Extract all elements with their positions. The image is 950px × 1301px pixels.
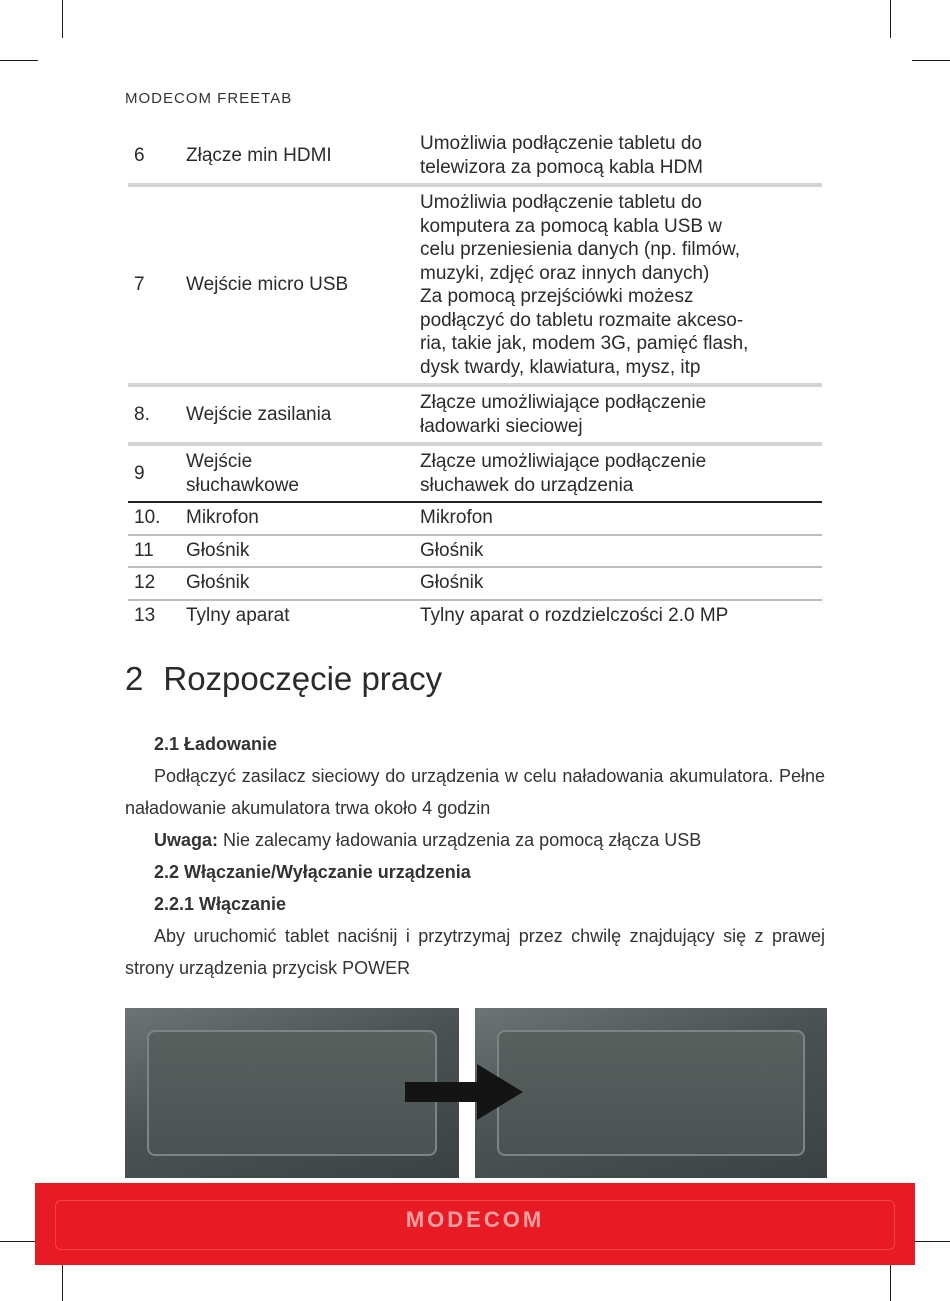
table-row — [128, 185, 822, 385]
row-name: Złącze min HDMI — [186, 144, 332, 166]
note-label: Uwaga: — [154, 830, 219, 850]
body-text — [125, 728, 825, 984]
note-text: Nie zalecamy ładowania urządzenia za pomocą złącza USB — [218, 830, 702, 850]
row-number: 13 — [134, 604, 156, 626]
row-name: Wejście zasilania — [186, 403, 332, 425]
tablet-photo-right — [475, 1008, 827, 1178]
crop-mark — [912, 60, 950, 61]
spec-table — [128, 128, 822, 631]
note — [125, 824, 825, 856]
chapter-number: 2 — [125, 660, 144, 697]
crop-mark — [0, 60, 38, 61]
row-description: Złącze umożliwiające podłączenie słuchawek do urządzenia — [420, 451, 707, 496]
row-description: Umożliwia podłączenie tabletu do komputera za pomocą kabla USB w celu przeniesienia danych (np. filmów, muzyki, zdjęć oraz innych danych) Za pomocą przejściówki możesz podłączyć do tabletu rozmaite akceso- ria, takie jak, modem 3G, pamięć flash, dysk twardy, klawiatura, mysz, itp — [420, 192, 749, 378]
tablet-screen — [497, 1030, 805, 1156]
subsection-heading: 2.2.1 Włączanie — [154, 894, 287, 914]
table-row — [128, 385, 822, 444]
crop-mark — [890, 0, 891, 38]
section-heading: 2.1 Ładowanie — [154, 734, 278, 754]
row-name: Wejście micro USB — [186, 274, 349, 296]
row-number: 8. — [134, 403, 150, 425]
row-number: 7 — [134, 274, 145, 296]
crop-mark — [890, 1262, 891, 1301]
row-number: 6 — [134, 144, 145, 166]
page-header: MODECOM FREETAB — [125, 90, 293, 107]
row-description: Umożliwia podłączenie tabletu do telewizora za pomocą kabla HDM — [420, 133, 704, 178]
row-number: 12 — [134, 572, 156, 593]
footer-brand: MODECOM — [405, 1207, 545, 1232]
table-row — [128, 535, 822, 568]
table-row — [128, 600, 822, 632]
paragraph: Aby uruchomić tablet naciśnij i przytrzymaj przez chwilę znajdujący się z prawej strony urządzenia przycisk POWER — [125, 926, 825, 978]
row-name: Tylny aparat — [186, 604, 290, 626]
arrow-right-icon — [405, 1062, 525, 1122]
row-description: Mikrofon — [420, 507, 493, 528]
table-row — [128, 502, 822, 535]
crop-mark — [0, 1241, 38, 1242]
crop-mark — [912, 1241, 950, 1242]
row-name: Głośnik — [186, 539, 250, 561]
row-name: Mikrofon — [186, 507, 259, 528]
tablet-screen — [147, 1030, 437, 1156]
row-number: 11 — [134, 539, 154, 561]
paragraph: Podłączyć zasilacz sieciowy do urządzenia w celu naładowania akumulatora. Pełne naładowanie akumulatora trwa około 4 godzin — [125, 766, 825, 818]
table-row — [128, 128, 822, 185]
row-name: Głośnik — [186, 572, 250, 593]
row-description: Głośnik — [420, 539, 484, 561]
row-description: Złącze umożliwiające podłączenie ładowarki sieciowej — [420, 392, 707, 437]
crop-mark — [62, 0, 63, 38]
row-number: 10. — [134, 507, 161, 528]
section-heading: 2.2 Włączanie/Wyłączanie urządzenia — [154, 862, 471, 882]
row-name: Wejście słuchawkowe — [186, 451, 299, 496]
row-description: Głośnik — [420, 572, 484, 593]
table-row — [128, 567, 822, 600]
crop-mark — [62, 1262, 63, 1301]
row-description: Tylny aparat o rozdzielczości 2.0 MP — [420, 604, 729, 626]
chapter-title: Rozpoczęcie pracy — [163, 660, 443, 697]
chapter-heading — [125, 660, 442, 698]
table-row — [128, 444, 822, 502]
row-number: 9 — [134, 462, 145, 484]
